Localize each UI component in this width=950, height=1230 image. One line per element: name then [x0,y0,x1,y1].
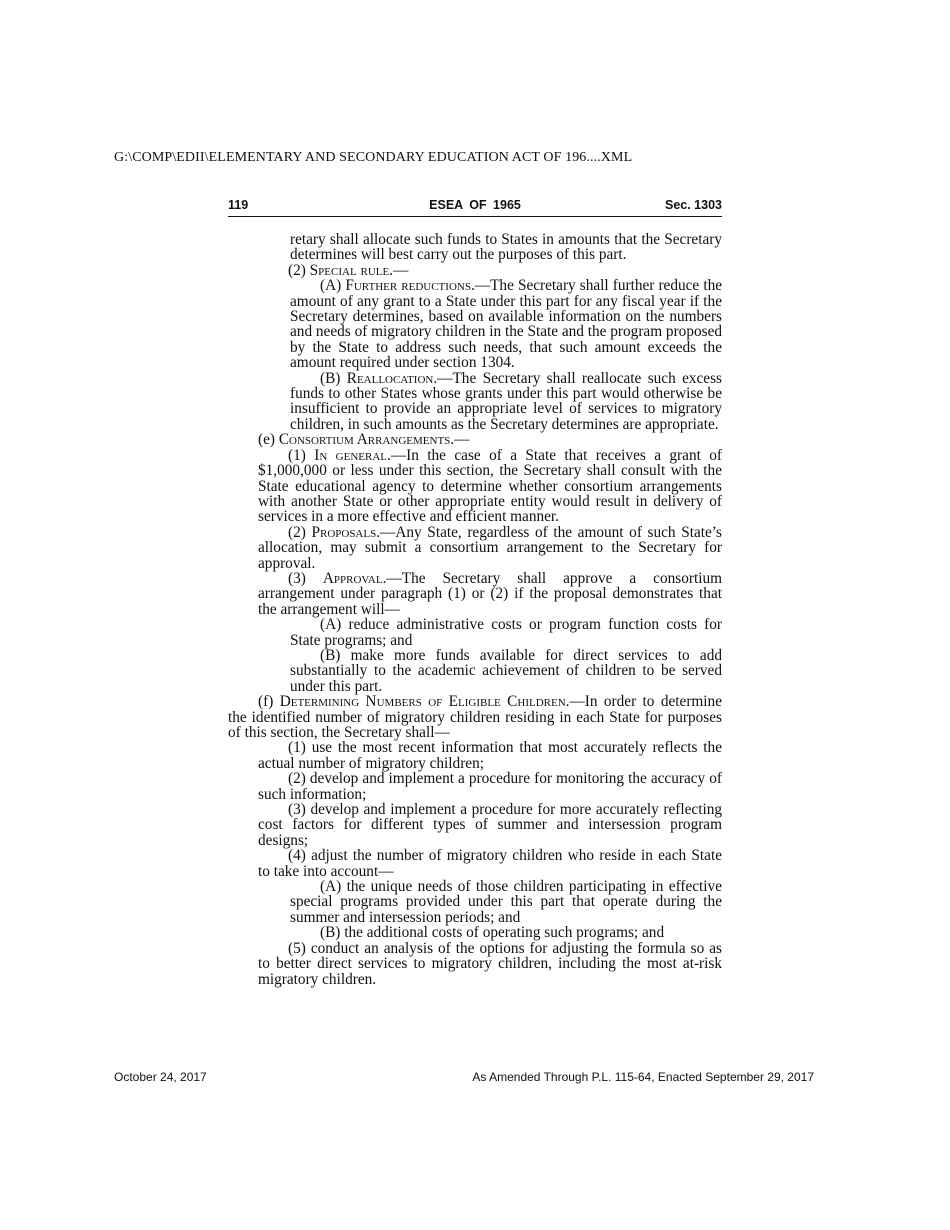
footer-amended: As Amended Through P.L. 115-64, Enacted September 29, 2017 [472,1070,814,1084]
paragraph-d-2-b [228,371,722,433]
subsection-f [228,694,722,740]
paragraph-f-4-a: (A) the unique needs of those children participating in effective special programs provided under this part that operate during the summer and intersession periods; and [290,878,722,926]
subheading: Reallocation [346,369,434,387]
paragraph-f-3: (3) develop and implement a procedure for more accurately reflecting cost factors for different types of summer and intersession program designs; [258,801,722,849]
footer-date: October 24, 2017 [114,1070,207,1084]
paragraph-text: .—The Secretary shall further reduce the amount of any grant to a State under this part for any fiscal year if the Secretary determines, based on available information on the numbers and needs of migratory children in the State and the program proposed by the State to address such needs, that such amount exceeds the amount required under section 1304. [290,277,723,372]
enum: (f) [258,693,274,711]
enum: (2) [288,261,306,279]
subheading: Consortium Arrangements [278,431,451,449]
enum: (e) [258,431,275,449]
paragraph-e-3-b: (B) make more funds available for direct services to add substantially to the academic achievement of children to be served under this part. [290,646,722,695]
paragraph-text: .—The Secretary shall reallocate such excess funds to other States whose grants under this part would otherwise be insufficient to provide an appropriate level of services to migratory children, in such amounts as the Secretary determines are appropriate. [290,369,722,433]
statute-body [228,232,722,987]
dash: .— [389,261,409,279]
paragraph-continued: retary shall allocate such funds to States in amounts that the Secretary determines will best carry out the purposes of this part. [290,231,722,264]
dash: .— [450,431,470,449]
enum: (3) [288,569,306,587]
paragraph-e-3-a: (A) reduce administrative costs or program function costs for State programs; and [290,616,722,649]
paragraph-text: .—Any State, regardless of the amount of such State’s allocation, may submit a consortium arrangement to the Secretary for approval. [258,523,722,572]
paragraph-f-2: (2) develop and implement a procedure for monitoring the accuracy of such information; [258,770,722,803]
section-number: Sec. 1303 [665,198,722,212]
enum: (1) [288,446,306,464]
paragraph-e-1 [228,448,722,525]
paragraph-f-1: (1) use the most recent information that most accurately reflects the actual number of migratory children; [258,739,722,772]
paragraph-f-4: (4) adjust the number of migratory children who reside in each State to take into account— [258,847,722,880]
subheading: Approval [322,569,383,587]
running-header [228,198,722,217]
running-title: ESEA OF 1965 [429,198,521,212]
paragraph-f-4-b: (B) the additional costs of operating such programs; and [320,924,665,942]
paragraph-e-2 [228,525,722,571]
subheading: Proposals [311,523,377,541]
paragraph-e-3 [228,571,722,617]
subsection-e [228,432,722,447]
paragraph-text: .—In order to determine the identified number of migratory children residing in each State for purposes of this section, the Secretary shall— [228,693,722,741]
paragraph-d-2-a [228,278,722,370]
paragraph-f-5: (5) conduct an analysis of the options for adjusting the formula so as to better direct services to migratory children, including the most at-risk migratory children. [258,939,722,988]
file-path: G:\COMP\EDII\ELEMENTARY AND SECONDARY EDUCATION ACT OF 196....XML [114,150,633,165]
subheading: Further reductions [345,277,471,295]
paragraph-text: .—In the case of a State that receives a grant of $1,000,000 or less under this section, the Secretary shall consult with the State educational agency to determine whether consortium arrangements with another State or other appropriate entity would result in delivery of services in a more effective and efficient manner. [258,446,722,526]
subheading: Determining Numbers of Eligible Children [279,693,566,711]
subheading: Special rule [309,261,390,279]
paragraph-d-2 [228,263,722,278]
enum: (B) [320,369,341,387]
enum: (2) [288,523,306,541]
subheading: In general [314,446,388,464]
paragraph-text: .—The Secretary shall approve a consortium arrangement under paragraph (1) or (2) if the proposal demonstrates that the arrangement will— [258,569,722,618]
enum: (A) [320,277,342,295]
page-number: 119 [228,198,249,212]
